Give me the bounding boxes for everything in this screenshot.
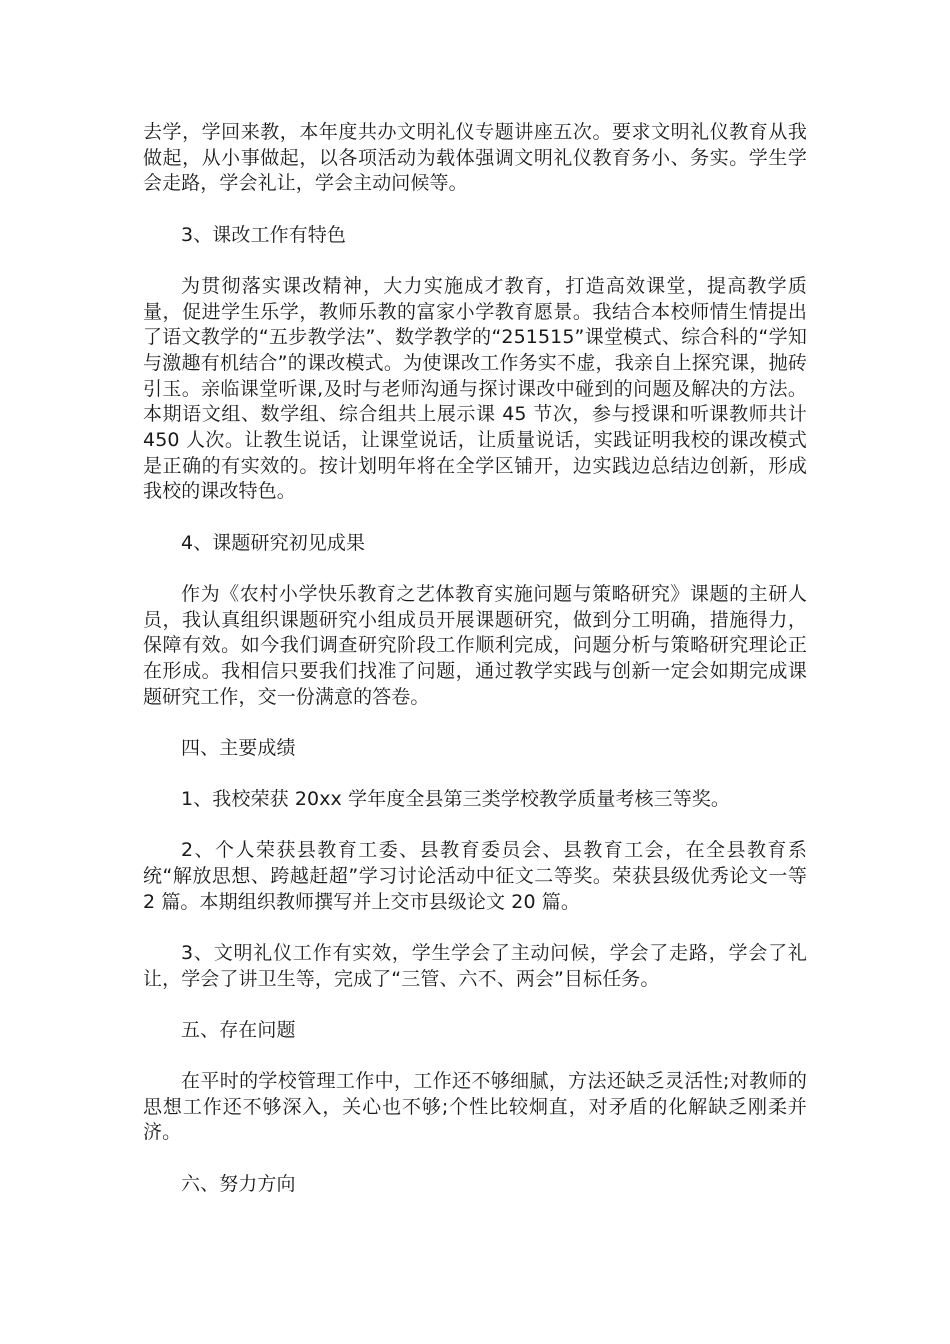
achievement-item-2: 2、个人荣获县教育工委、县教育委员会、县教育工会，在全县教育系统“解放思想、跨越赶超”学习讨论活动中征文二等奖。荣获县级优秀论文一等 2 篇。本期组织教师撰写并上交市县级论文 20 篇。	[143, 839, 807, 913]
heading-main-achievements: 四、主要成绩	[181, 736, 296, 759]
paragraph-etiquette-continued: 去学，学回来教，本年度共办文明礼仪专题讲座五次。要求文明礼仪教育从我做起，从小事做起，以各项活动为载体强调文明礼仪教育务小、务实。学生学会走路，学会礼让，学会主动问候等。	[143, 121, 807, 195]
heading-research-results: 4、课题研究初见成果	[181, 531, 366, 554]
paragraph-curriculum-reform: 为贯彻落实课改精神，大力实施成才教育，打造高效课堂，提高教学质量，促进学生乐学，教师乐教的富家小学教育愿景。我结合本校师情生情提出了语文教学的“五步教学法”、数学教学的“251515”课堂模式、综合科的“学知与激趣有机结合”的课改模式。为使课改工作务实不虚，我亲自上探究课，抛砖引玉。亲临课堂听课,及时与老师沟通与探讨课改中碰到的问题及解决的方法。本期语文组、数学组、综合组共上展示课 45 节次，参与授课和听课教师共计 450 人次。让教生说话，让课堂说话，让质量说话，实践证明我校的课改模式是正确的有实效的。按计划明年将在全学区铺开，边实践边总结边创新，形成我校的课改特色。	[143, 274, 807, 503]
heading-future-direction: 六、努力方向	[181, 1172, 296, 1195]
paragraph-existing-problems: 在平时的学校管理工作中，工作还不够细腻，方法还缺乏灵活性;对教师的思想工作还不够深入，关心也不够;个性比较炯直，对矛盾的化解缺乏刚柔并济。	[143, 1069, 807, 1144]
heading-curriculum-reform: 3、课改工作有特色	[181, 223, 346, 246]
heading-existing-problems: 五、存在问题	[181, 1018, 296, 1041]
achievement-item-3: 3、文明礼仪工作有实效，学生学会了主动问候，学会了走路，学会了礼让，学会了讲卫生等，完成了“三管、六不、两会”目标任务。	[143, 941, 807, 990]
achievement-item-1: 1、我校荣获 20xx 学年度全县第三类学校教学质量考核三等奖。	[181, 788, 731, 811]
paragraph-research-results: 作为《农村小学快乐教育之艺体教育实施问题与策略研究》课题的主研人员，我认真组织课题研究小组成员开展课题研究，做到分工明确，措施得力，保障有效。如今我们调查研究阶段工作顺利完成，问题分析与策略研究理论正在形成。我相信只要我们找准了问题，通过教学实践与创新一定会如期完成课题研究工作，交一份满意的答卷。	[143, 582, 807, 708]
document-page	[143, 120, 807, 1223]
